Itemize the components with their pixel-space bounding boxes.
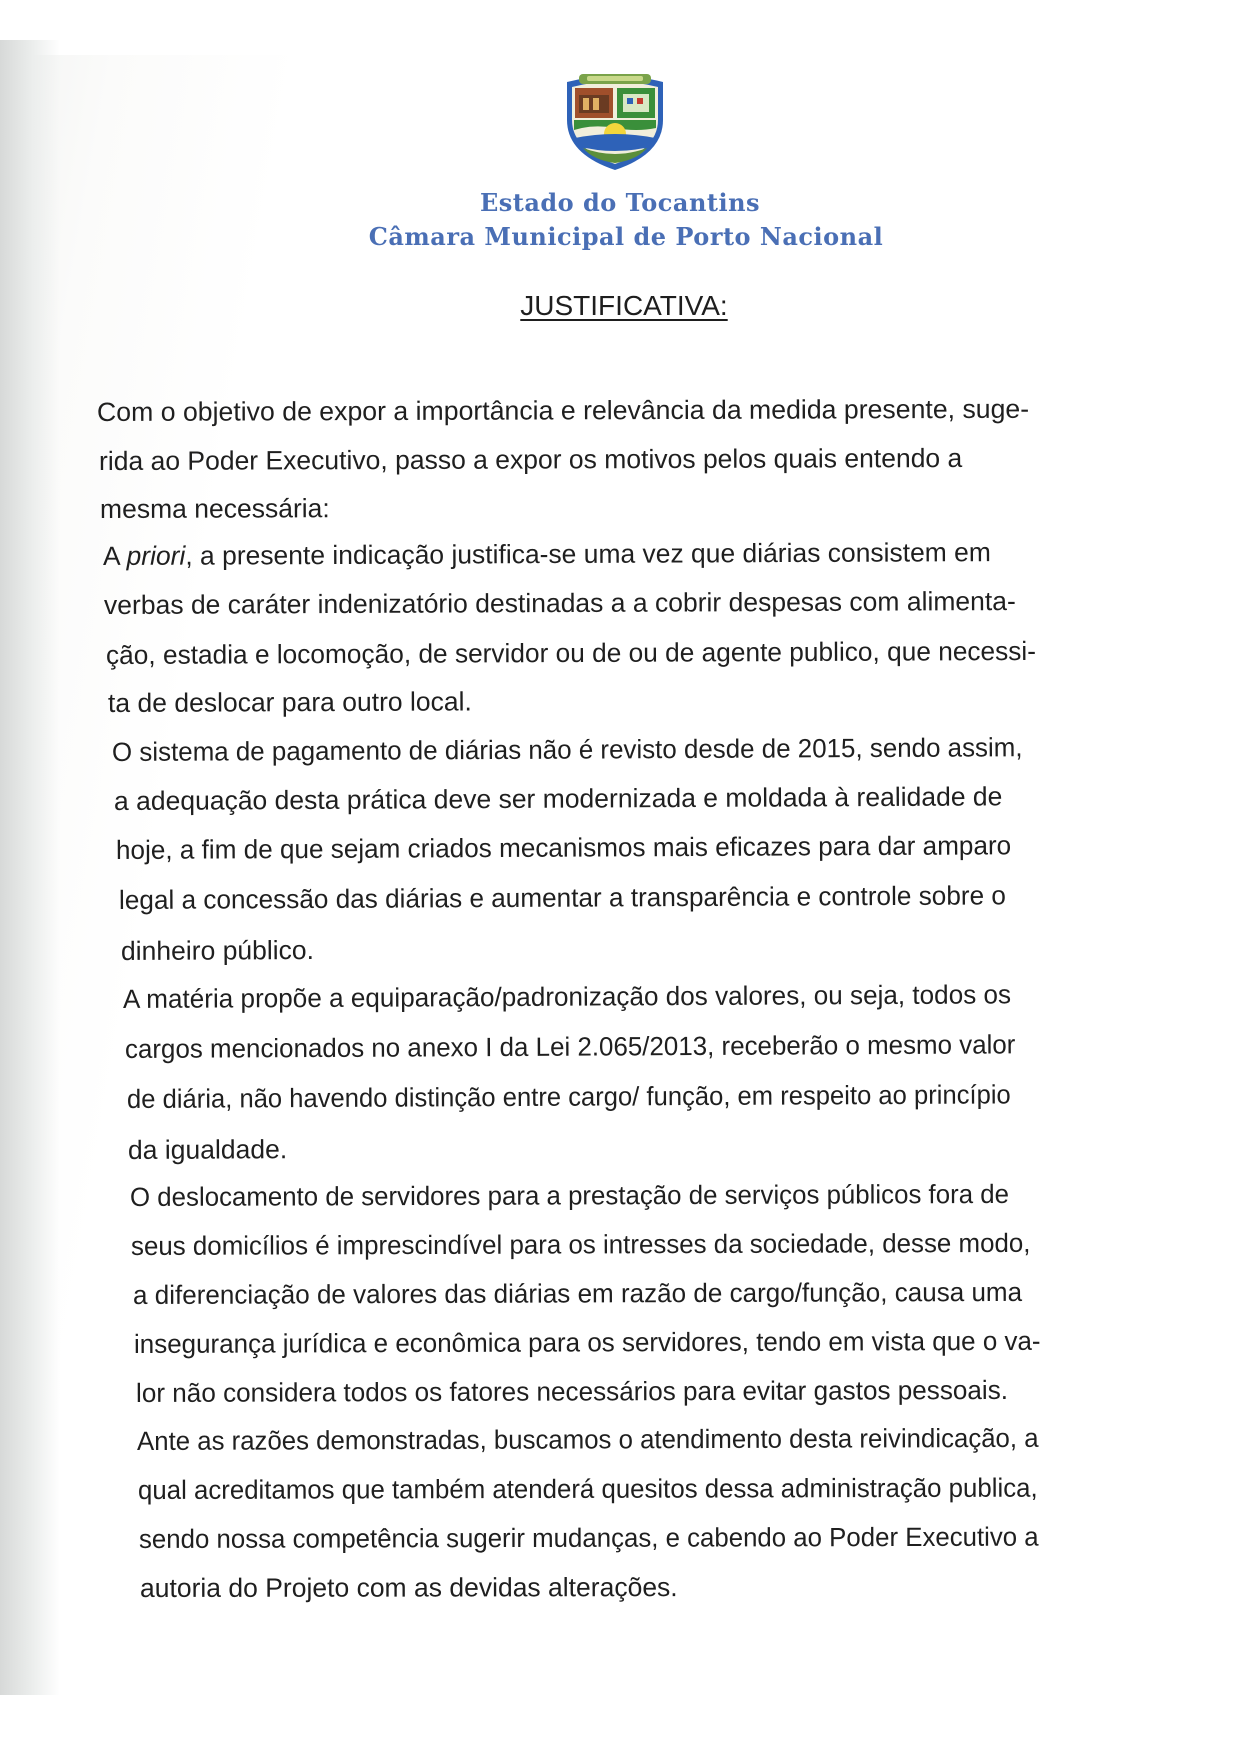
- body-line-5: verbas de caráter indenizatório destinadas a a cobrir despesas com alimenta-: [103, 586, 1016, 620]
- priori-italic: priori: [126, 540, 186, 571]
- body-line-16: da igualdade.: [127, 1134, 288, 1165]
- body-line-1: Com o objetivo de expor a importância e relevância da medida presente, suge-: [96, 393, 1030, 427]
- body-line-4-rest: , a presente indicação justifica-se uma vez que diárias consistem em: [185, 537, 991, 571]
- body-line-12: dinheiro público.: [120, 934, 315, 966]
- body-line-14: cargos mencionados no anexo I da Lei 2.065/2013, receberão o mesmo valor: [124, 1029, 1016, 1064]
- body-line-10: hoje, a fim de que sejam criados mecanismos mais eficazes para dar amparo: [115, 830, 1012, 865]
- body-line-13: A matéria propõe a equiparação/padronização dos valores, ou seja, todos os: [122, 979, 1012, 1014]
- bottom-margin: [0, 1695, 1240, 1755]
- body-line-2: rida ao Poder Executivo, passo a expor os motivos pelos quais entendo a: [98, 442, 963, 476]
- body-line-18: seus domicílios é imprescindível para os intresses da sociedade, desse modo,: [130, 1227, 1031, 1261]
- title-text: JUSTIFICATIVA:: [520, 290, 728, 321]
- body-line-24: sendo nossa competência sugerir mudanças, e cabendo ao Poder Executivo a: [138, 1521, 1039, 1554]
- body-line-19: a diferenciação de valores das diárias em razão de cargo/função, causa uma: [132, 1276, 1023, 1310]
- body-line-22: Ante as razões demonstradas, buscamos o atendimento desta reivindicação, a: [136, 1422, 1039, 1456]
- state-name: Estado do Tocantins: [479, 188, 761, 217]
- page-edge-shadow: [0, 40, 60, 1700]
- top-margin: [0, 0, 1240, 55]
- body-line-4: [103, 537, 991, 572]
- chamber-name: Câmara Municipal de Porto Nacional: [368, 222, 884, 251]
- body-line-7: ta de deslocar para outro local.: [107, 686, 472, 718]
- body-line-21: lor não considera todos os fatores necessários para evitar gastos pessoais.: [135, 1374, 1009, 1408]
- body-line-4-start: A: [102, 540, 127, 571]
- body-line-6: ção, estadia e locomoção, de servidor ou de ou de agente publico, que necessi-: [105, 635, 1037, 670]
- document-title: [0, 290, 1240, 322]
- body-line-20: insegurança jurídica e econômica para os servidores, tendo em vista que o va-: [133, 1325, 1041, 1359]
- coat-of-arms-icon: [557, 68, 673, 172]
- body-line-11: legal a concessão das diárias e aumentar a transparência e controle sobre o: [118, 880, 1006, 915]
- body-line-23: qual acreditamos que também atenderá quesitos dessa administração publica,: [137, 1472, 1038, 1505]
- body-line-3: mesma necessária:: [99, 493, 330, 524]
- body-line-25: autoria do Projeto com as devidas alterações.: [139, 1572, 678, 1603]
- body-line-17: O deslocamento de servidores para a prestação de serviços públicos fora de: [129, 1178, 1010, 1212]
- body-line-15: de diária, não havendo distinção entre cargo/ função, em respeito ao princípio: [126, 1079, 1011, 1114]
- body-line-9: a adequação desta prática deve ser modernizada e moldada à realidade de: [113, 781, 1003, 816]
- body-line-8: O sistema de pagamento de diárias não é revisto desde de 2015, sendo assim,: [111, 732, 1023, 767]
